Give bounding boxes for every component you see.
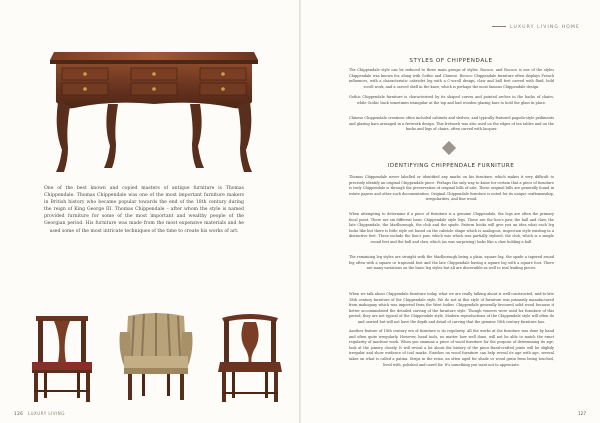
wingback-chair-image <box>118 310 194 405</box>
running-head-text: LUXURY LIVING HOME <box>510 25 580 30</box>
diamond-ornament-icon <box>442 141 456 155</box>
style-paragraph: Chinese Chippendale creations often included cabinets and shelves, and typically featured pagoda-style pediments and glazing bars arranged in a fretwork design. This fretwork was also used on the edges of tea tables and on the backs and legs of chairs, often carved with lacquer. <box>349 116 554 132</box>
identify-paragraph: Thomas Chippendale never labelled or identified any marks on his furniture, which makes it very difficult to precisely identify an original Chippendale piece. Perhaps the only way to know for certain that a piece of furniture is truly Chippendale is through the preservation of original bills of sale. These original bills are generally found in estate papers and other such documentation. Original Chippendale furniture is noted for its unique craftsmanship, irregularities, and fine wood. <box>349 175 554 202</box>
left-page-number: 126 <box>14 411 24 416</box>
sideboard-image <box>48 40 260 175</box>
style-paragraph: The Chippendale style can be reduced to three main groups of styles: Rococo, and Rococo is one of the styles Chippendale was known for, along with Gothic and Chinese. Rococo Chippendale furniture often displays French influences, with a characteristic cabriolet leg with a C-scroll design, claw and ball feet carved with fluid, bold scroll work, and a carved shell in the knee, which is perhaps the most famous Chippendale design. <box>349 68 554 89</box>
intro-paragraph: One of the best known and copied masters of antique furniture is Thomas Chippendale. Thomas Chippendale was one of the most important furniture makers in British history who became popular towards the end of the 18th century during the reign of King George III. Thomas Chippendale – after whom the style is named provided furniture for some of the most important and wealthy people of the Georgian period. His furniture was made from the most expensive materials and he used some of the most intricate techniques of the time to create his works of art. <box>44 186 244 234</box>
left-page <box>0 0 299 423</box>
identify-paragraph: Another feature of 18th century era of furniture is its regularity. All the works at the furniture was done by hand and often quite irregularly. However, hand tools, no matter how well done, will not be able to match the exact regularity of machine work. When you examine a piece of wood furniture for the purpose of determining its age, look at the joinery closely. It will reveal a lot about the history of the piece.Hand-crafted joints will be slightly irregular and show evidence of tool marks. Finishes on wood furniture can help reveal its age with age, several takes on what is called a patina. Strips in the resin, an often aged for shade or wood grain from being touched, lived with, polished and cared for. It's something you want not to appreciate. <box>349 329 554 367</box>
right-page <box>301 0 600 423</box>
identify-paragraph: When we talk about Chippendale furniture today, what we are really talking about is well-constructed, mid-to-late 18th century furniture of the Chippendale style. We do not at this style of furniture was primarily manufactured from mahogany which was imported from the West Indies. Chippendale generally favoured solid wood because it better accommodated the detailed carving of the furniture style. Though veneers were used for furniture of this period, they are not typical of the Chippendale style. Modern reproductions of the Chippendale style will often do and carried but will not have the depth and detail of carving that the genuine 18th century furniture has. <box>349 292 554 324</box>
identify-paragraph: When attempting to determine if a piece of furniture is a genuine Chippendale, the legs are often the primary focal point. There are six different basic Chippendale style legs. These are the lion's paw, the ball and claw, the late Chippendale, the Marlborough, the club and the spade. Pattern books will give you an idea what each leg looks like but there is little style set based on the cabriole shape which is analogous, inspection style existing in a distinctive feet. These include the lion's paw, which was which was partially stylised, the club, which is a simple round feet and the ball and claw, which (as was surprising) looks like a claw holding a ball. <box>349 212 554 244</box>
chair-row <box>20 310 292 405</box>
running-head <box>492 25 580 30</box>
side-chair-image <box>22 310 102 405</box>
dining-chair-image <box>210 310 290 405</box>
left-folio-title: LUXURY LIVING <box>27 411 65 416</box>
running-head-rule <box>492 26 506 27</box>
style-paragraph: Gothic Chippendale furniture is characterised by its shaped curves and pointed arches in the backs of chairs, while Gothic back sometimes triangular at the top and had wooden glazing bars to hold the glass in place. <box>349 95 554 105</box>
heading-identifying: IDENTIFYING CHIPPENDALE FURNITURE <box>387 163 515 169</box>
identify-paragraph: The remaining leg styles are straight with the Marlborough being a plain, square leg, the spade a tapered round leg often with a square or trapezoid foot and the late Chippendale having a square leg with a square foot. There are many variations on the basic leg styles but all are discernible as well to real leading pieces. <box>349 255 554 271</box>
right-page-number: 127 <box>578 411 586 416</box>
heading-styles: STYLES OF CHIPPENDALE <box>409 58 493 64</box>
left-folio <box>14 411 65 416</box>
